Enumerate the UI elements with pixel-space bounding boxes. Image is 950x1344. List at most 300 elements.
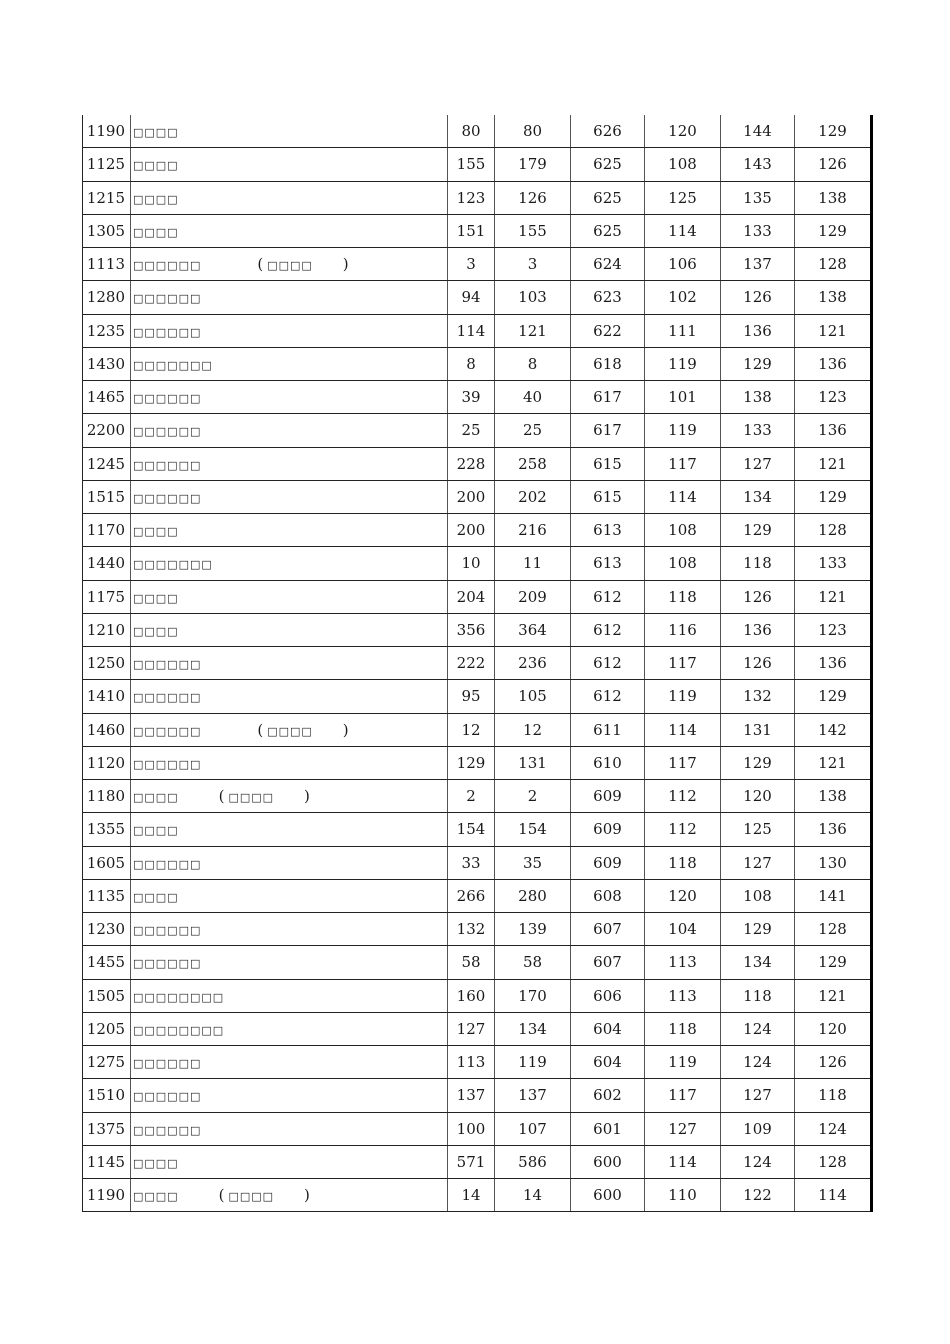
row-value-v6: 142	[795, 713, 872, 746]
row-value-v1: 8	[448, 347, 495, 380]
row-name-text: □□□□□□	[133, 425, 202, 439]
row-value-v1: 33	[448, 846, 495, 879]
row-name-text: □□□□	[133, 1190, 179, 1204]
row-value-v1: 200	[448, 480, 495, 513]
row-value-v2: 364	[495, 613, 571, 646]
row-value-v4: 119	[645, 680, 721, 713]
row-value-v3: 625	[571, 148, 645, 181]
row-name-text: □□□□□□	[133, 259, 202, 273]
row-code: 1120	[83, 746, 131, 779]
row-code: 1505	[83, 979, 131, 1012]
row-value-v5: 108	[721, 879, 795, 912]
row-value-v4: 114	[645, 480, 721, 513]
row-value-v6: 120	[795, 1012, 872, 1045]
row-value-v2: 3	[495, 248, 571, 281]
row-value-v4: 113	[645, 946, 721, 979]
row-value-v2: 11	[495, 547, 571, 580]
row-name	[131, 547, 448, 580]
row-value-v3: 612	[571, 680, 645, 713]
row-value-v5: 124	[721, 1012, 795, 1045]
table-row	[83, 913, 872, 946]
row-name-text: □□□□□□	[133, 292, 202, 306]
row-value-v3: 618	[571, 347, 645, 380]
row-name	[131, 913, 448, 946]
row-name-text: □□□□	[133, 824, 179, 838]
table-row	[83, 1079, 872, 1112]
row-value-v5: 136	[721, 314, 795, 347]
row-value-v4: 119	[645, 347, 721, 380]
row-code: 1215	[83, 181, 131, 214]
table-row	[83, 746, 872, 779]
row-code: 1235	[83, 314, 131, 347]
row-value-v2: 236	[495, 647, 571, 680]
row-value-v5: 143	[721, 148, 795, 181]
row-code: 1455	[83, 946, 131, 979]
row-name	[131, 314, 448, 347]
row-value-v5: 109	[721, 1112, 795, 1145]
row-name-note: ( □□□□ )	[218, 787, 310, 806]
row-value-v1: 58	[448, 946, 495, 979]
table-row	[83, 1179, 872, 1212]
row-name-text: □□□□□□□□	[133, 990, 225, 1004]
row-name	[131, 780, 448, 813]
row-value-v1: 123	[448, 181, 495, 214]
row-value-v1: 12	[448, 713, 495, 746]
row-value-v2: 179	[495, 148, 571, 181]
row-value-v5: 132	[721, 680, 795, 713]
table-row	[83, 680, 872, 713]
row-value-v4: 114	[645, 713, 721, 746]
row-value-v3: 609	[571, 813, 645, 846]
row-value-v2: 40	[495, 381, 571, 414]
row-value-v2: 209	[495, 580, 571, 613]
row-name-text: □□□□□□□□	[133, 1023, 225, 1037]
row-value-v1: 160	[448, 979, 495, 1012]
row-value-v1: 3	[448, 248, 495, 281]
row-value-v4: 117	[645, 1079, 721, 1112]
row-code: 2200	[83, 414, 131, 447]
row-code: 1180	[83, 780, 131, 813]
row-code: 1125	[83, 148, 131, 181]
row-value-v3: 604	[571, 1046, 645, 1079]
row-value-v3: 608	[571, 879, 645, 912]
row-value-v1: 154	[448, 813, 495, 846]
row-code: 1465	[83, 381, 131, 414]
row-value-v5: 120	[721, 780, 795, 813]
row-value-v6: 138	[795, 281, 872, 314]
row-value-v6: 121	[795, 580, 872, 613]
row-value-v4: 112	[645, 780, 721, 813]
row-value-v5: 126	[721, 647, 795, 680]
row-value-v4: 116	[645, 613, 721, 646]
row-value-v3: 623	[571, 281, 645, 314]
row-value-v3: 600	[571, 1145, 645, 1178]
row-value-v4: 112	[645, 813, 721, 846]
row-value-v6: 121	[795, 314, 872, 347]
row-value-v3: 612	[571, 580, 645, 613]
row-value-v4: 119	[645, 414, 721, 447]
row-name	[131, 1046, 448, 1079]
row-name-text: □□□□□□□	[133, 358, 213, 372]
row-value-v5: 129	[721, 347, 795, 380]
row-value-v1: 151	[448, 214, 495, 247]
row-name-text: □□□□□□	[133, 957, 202, 971]
row-code: 1460	[83, 713, 131, 746]
row-code: 1245	[83, 447, 131, 480]
row-value-v2: 170	[495, 979, 571, 1012]
row-name	[131, 347, 448, 380]
row-value-v2: 80	[495, 115, 571, 148]
row-value-v5: 125	[721, 813, 795, 846]
row-value-v6: 128	[795, 1145, 872, 1178]
row-code: 1605	[83, 846, 131, 879]
row-value-v2: 2	[495, 780, 571, 813]
row-name	[131, 846, 448, 879]
row-value-v6: 114	[795, 1179, 872, 1212]
row-value-v4: 117	[645, 447, 721, 480]
row-name-note-text: □□□□	[267, 724, 313, 738]
row-name-note-text: □□□□	[267, 259, 313, 273]
row-value-v2: 139	[495, 913, 571, 946]
row-value-v6: 128	[795, 248, 872, 281]
row-value-v5: 126	[721, 580, 795, 613]
table-row	[83, 879, 872, 912]
row-value-v6: 130	[795, 846, 872, 879]
row-value-v6: 123	[795, 613, 872, 646]
table-row	[83, 514, 872, 547]
row-value-v3: 625	[571, 214, 645, 247]
row-name	[131, 414, 448, 447]
row-value-v4: 108	[645, 514, 721, 547]
row-name	[131, 1079, 448, 1112]
table-row	[83, 381, 872, 414]
row-value-v6: 129	[795, 480, 872, 513]
row-code: 1210	[83, 613, 131, 646]
row-name	[131, 281, 448, 314]
row-value-v5: 126	[721, 281, 795, 314]
row-name	[131, 148, 448, 181]
row-name-note: ( □□□□ )	[257, 255, 349, 274]
row-value-v6: 129	[795, 680, 872, 713]
row-value-v4: 114	[645, 214, 721, 247]
row-value-v4: 120	[645, 879, 721, 912]
row-name	[131, 248, 448, 281]
row-code: 1280	[83, 281, 131, 314]
table-row	[83, 248, 872, 281]
row-name	[131, 613, 448, 646]
row-value-v1: 266	[448, 879, 495, 912]
row-value-v2: 216	[495, 514, 571, 547]
row-value-v1: 228	[448, 447, 495, 480]
row-value-v6: 126	[795, 1046, 872, 1079]
row-value-v6: 136	[795, 347, 872, 380]
row-value-v3: 612	[571, 613, 645, 646]
table-row	[83, 946, 872, 979]
row-value-v3: 622	[571, 314, 645, 347]
row-name	[131, 1112, 448, 1145]
row-value-v6: 124	[795, 1112, 872, 1145]
row-value-v4: 108	[645, 547, 721, 580]
row-value-v1: 94	[448, 281, 495, 314]
row-name-text: □□□□	[133, 591, 179, 605]
row-code: 1135	[83, 879, 131, 912]
row-name-text: □□□□□□	[133, 757, 202, 771]
row-value-v5: 137	[721, 248, 795, 281]
row-value-v2: 202	[495, 480, 571, 513]
row-code: 1190	[83, 1179, 131, 1212]
row-name-text: □□□□□□	[133, 1057, 202, 1071]
table-row	[83, 580, 872, 613]
row-value-v2: 103	[495, 281, 571, 314]
row-value-v3: 624	[571, 248, 645, 281]
row-value-v3: 606	[571, 979, 645, 1012]
row-value-v1: 200	[448, 514, 495, 547]
row-name-text: □□□□□□	[133, 1123, 202, 1137]
row-value-v1: 132	[448, 913, 495, 946]
row-value-v3: 613	[571, 514, 645, 547]
row-value-v5: 135	[721, 181, 795, 214]
row-value-v2: 107	[495, 1112, 571, 1145]
row-code: 1510	[83, 1079, 131, 1112]
row-name-text: □□□□	[133, 624, 179, 638]
row-value-v5: 127	[721, 846, 795, 879]
row-value-v6: 121	[795, 447, 872, 480]
row-value-v4: 119	[645, 1046, 721, 1079]
row-value-v2: 126	[495, 181, 571, 214]
table-row	[83, 979, 872, 1012]
table-row	[83, 780, 872, 813]
row-value-v2: 586	[495, 1145, 571, 1178]
row-code: 1250	[83, 647, 131, 680]
row-value-v6: 129	[795, 115, 872, 148]
row-name-text: □□□□□□	[133, 691, 202, 705]
row-value-v1: 137	[448, 1079, 495, 1112]
row-value-v6: 118	[795, 1079, 872, 1112]
row-value-v1: 2	[448, 780, 495, 813]
row-value-v6: 129	[795, 946, 872, 979]
row-code: 1190	[83, 115, 131, 148]
row-value-v1: 127	[448, 1012, 495, 1045]
row-value-v2: 154	[495, 813, 571, 846]
row-value-v3: 609	[571, 846, 645, 879]
row-name	[131, 746, 448, 779]
row-value-v5: 131	[721, 713, 795, 746]
table-row	[83, 813, 872, 846]
row-value-v6: 138	[795, 181, 872, 214]
row-value-v3: 604	[571, 1012, 645, 1045]
table-row	[83, 547, 872, 580]
row-value-v2: 119	[495, 1046, 571, 1079]
row-value-v2: 134	[495, 1012, 571, 1045]
row-value-v4: 117	[645, 746, 721, 779]
row-value-v5: 144	[721, 115, 795, 148]
row-name-text: □□□□□□	[133, 857, 202, 871]
data-table	[82, 115, 873, 1212]
row-name	[131, 647, 448, 680]
row-value-v1: 114	[448, 314, 495, 347]
row-name	[131, 214, 448, 247]
row-name-text: □□□□	[133, 225, 179, 239]
row-value-v4: 114	[645, 1145, 721, 1178]
row-value-v5: 118	[721, 547, 795, 580]
row-value-v4: 118	[645, 1012, 721, 1045]
table-row	[83, 1046, 872, 1079]
row-value-v1: 113	[448, 1046, 495, 1079]
row-name-note: ( □□□□ )	[218, 1186, 310, 1205]
table-row	[83, 846, 872, 879]
row-name	[131, 514, 448, 547]
row-code: 1113	[83, 248, 131, 281]
row-value-v4: 117	[645, 647, 721, 680]
row-value-v5: 129	[721, 913, 795, 946]
row-value-v1: 80	[448, 115, 495, 148]
row-name-text: □□□□□□	[133, 658, 202, 672]
table-row	[83, 1012, 872, 1045]
row-value-v6: 136	[795, 414, 872, 447]
table-row	[83, 281, 872, 314]
row-name-text: □□□□	[133, 192, 179, 206]
row-name	[131, 580, 448, 613]
row-value-v4: 118	[645, 846, 721, 879]
row-name	[131, 1145, 448, 1178]
table-row	[83, 1145, 872, 1178]
row-name-note-text: □□□□	[228, 791, 275, 805]
table-row	[83, 347, 872, 380]
row-name-text: □□□□□□	[133, 458, 202, 472]
table-row	[83, 214, 872, 247]
row-value-v3: 611	[571, 713, 645, 746]
row-name-text: □□□□□□	[133, 392, 202, 406]
row-value-v6: 138	[795, 780, 872, 813]
table-row	[83, 713, 872, 746]
table-row	[83, 314, 872, 347]
row-value-v5: 118	[721, 979, 795, 1012]
row-value-v6: 128	[795, 514, 872, 547]
row-value-v2: 280	[495, 879, 571, 912]
row-name	[131, 1012, 448, 1045]
row-name	[131, 979, 448, 1012]
row-value-v1: 571	[448, 1145, 495, 1178]
row-value-v1: 100	[448, 1112, 495, 1145]
row-name-note-text: □□□□	[228, 1190, 275, 1204]
row-value-v4: 101	[645, 381, 721, 414]
row-value-v3: 612	[571, 647, 645, 680]
row-name-note: ( □□□□ )	[257, 720, 349, 739]
row-name-text: □□□□□□	[133, 325, 202, 339]
table-row	[83, 447, 872, 480]
row-code: 1275	[83, 1046, 131, 1079]
row-name	[131, 447, 448, 480]
row-value-v1: 155	[448, 148, 495, 181]
row-value-v4: 108	[645, 148, 721, 181]
row-name-text: □□□□□□□	[133, 558, 213, 572]
row-value-v6: 136	[795, 647, 872, 680]
row-value-v2: 8	[495, 347, 571, 380]
row-value-v1: 25	[448, 414, 495, 447]
row-value-v2: 137	[495, 1079, 571, 1112]
row-value-v2: 14	[495, 1179, 571, 1212]
row-name	[131, 181, 448, 214]
table-row	[83, 115, 872, 148]
row-value-v4: 113	[645, 979, 721, 1012]
row-code: 1515	[83, 480, 131, 513]
row-value-v1: 222	[448, 647, 495, 680]
row-value-v4: 125	[645, 181, 721, 214]
row-value-v5: 127	[721, 447, 795, 480]
row-value-v3: 607	[571, 946, 645, 979]
row-value-v6: 121	[795, 979, 872, 1012]
row-code: 1355	[83, 813, 131, 846]
table-row	[83, 647, 872, 680]
table-row	[83, 414, 872, 447]
row-code: 1440	[83, 547, 131, 580]
row-value-v3: 610	[571, 746, 645, 779]
row-name	[131, 813, 448, 846]
row-name	[131, 480, 448, 513]
row-value-v5: 136	[721, 613, 795, 646]
row-value-v1: 356	[448, 613, 495, 646]
row-value-v4: 120	[645, 115, 721, 148]
row-value-v2: 155	[495, 214, 571, 247]
row-code: 1175	[83, 580, 131, 613]
row-value-v4: 111	[645, 314, 721, 347]
row-value-v5: 134	[721, 946, 795, 979]
row-value-v3: 613	[571, 547, 645, 580]
row-value-v3: 607	[571, 913, 645, 946]
row-value-v2: 58	[495, 946, 571, 979]
row-value-v5: 133	[721, 214, 795, 247]
row-value-v6: 136	[795, 813, 872, 846]
row-value-v5: 133	[721, 414, 795, 447]
row-value-v4: 110	[645, 1179, 721, 1212]
row-value-v2: 258	[495, 447, 571, 480]
row-value-v4: 118	[645, 580, 721, 613]
row-value-v2: 25	[495, 414, 571, 447]
row-value-v4: 104	[645, 913, 721, 946]
row-value-v5: 124	[721, 1145, 795, 1178]
row-value-v5: 134	[721, 480, 795, 513]
row-value-v6: 133	[795, 547, 872, 580]
row-value-v1: 14	[448, 1179, 495, 1212]
row-name-text: □□□□□□	[133, 491, 202, 505]
row-code: 1170	[83, 514, 131, 547]
row-value-v6: 128	[795, 913, 872, 946]
row-name-text: □□□□	[133, 1156, 179, 1170]
row-name-text: □□□□	[133, 126, 179, 140]
row-value-v1: 129	[448, 746, 495, 779]
table-row	[83, 181, 872, 214]
row-value-v6: 123	[795, 381, 872, 414]
row-name-text: □□□□	[133, 159, 179, 173]
row-value-v4: 102	[645, 281, 721, 314]
row-value-v3: 609	[571, 780, 645, 813]
row-name-text: □□□□□□	[133, 1090, 202, 1104]
row-value-v3: 625	[571, 181, 645, 214]
row-code: 1145	[83, 1145, 131, 1178]
row-value-v3: 617	[571, 381, 645, 414]
row-value-v3: 617	[571, 414, 645, 447]
row-value-v6: 141	[795, 879, 872, 912]
row-value-v2: 35	[495, 846, 571, 879]
row-name-text: □□□□	[133, 791, 179, 805]
table-row	[83, 613, 872, 646]
row-value-v3: 602	[571, 1079, 645, 1112]
row-value-v5: 122	[721, 1179, 795, 1212]
row-name	[131, 879, 448, 912]
row-value-v1: 95	[448, 680, 495, 713]
row-value-v4: 127	[645, 1112, 721, 1145]
row-value-v1: 39	[448, 381, 495, 414]
